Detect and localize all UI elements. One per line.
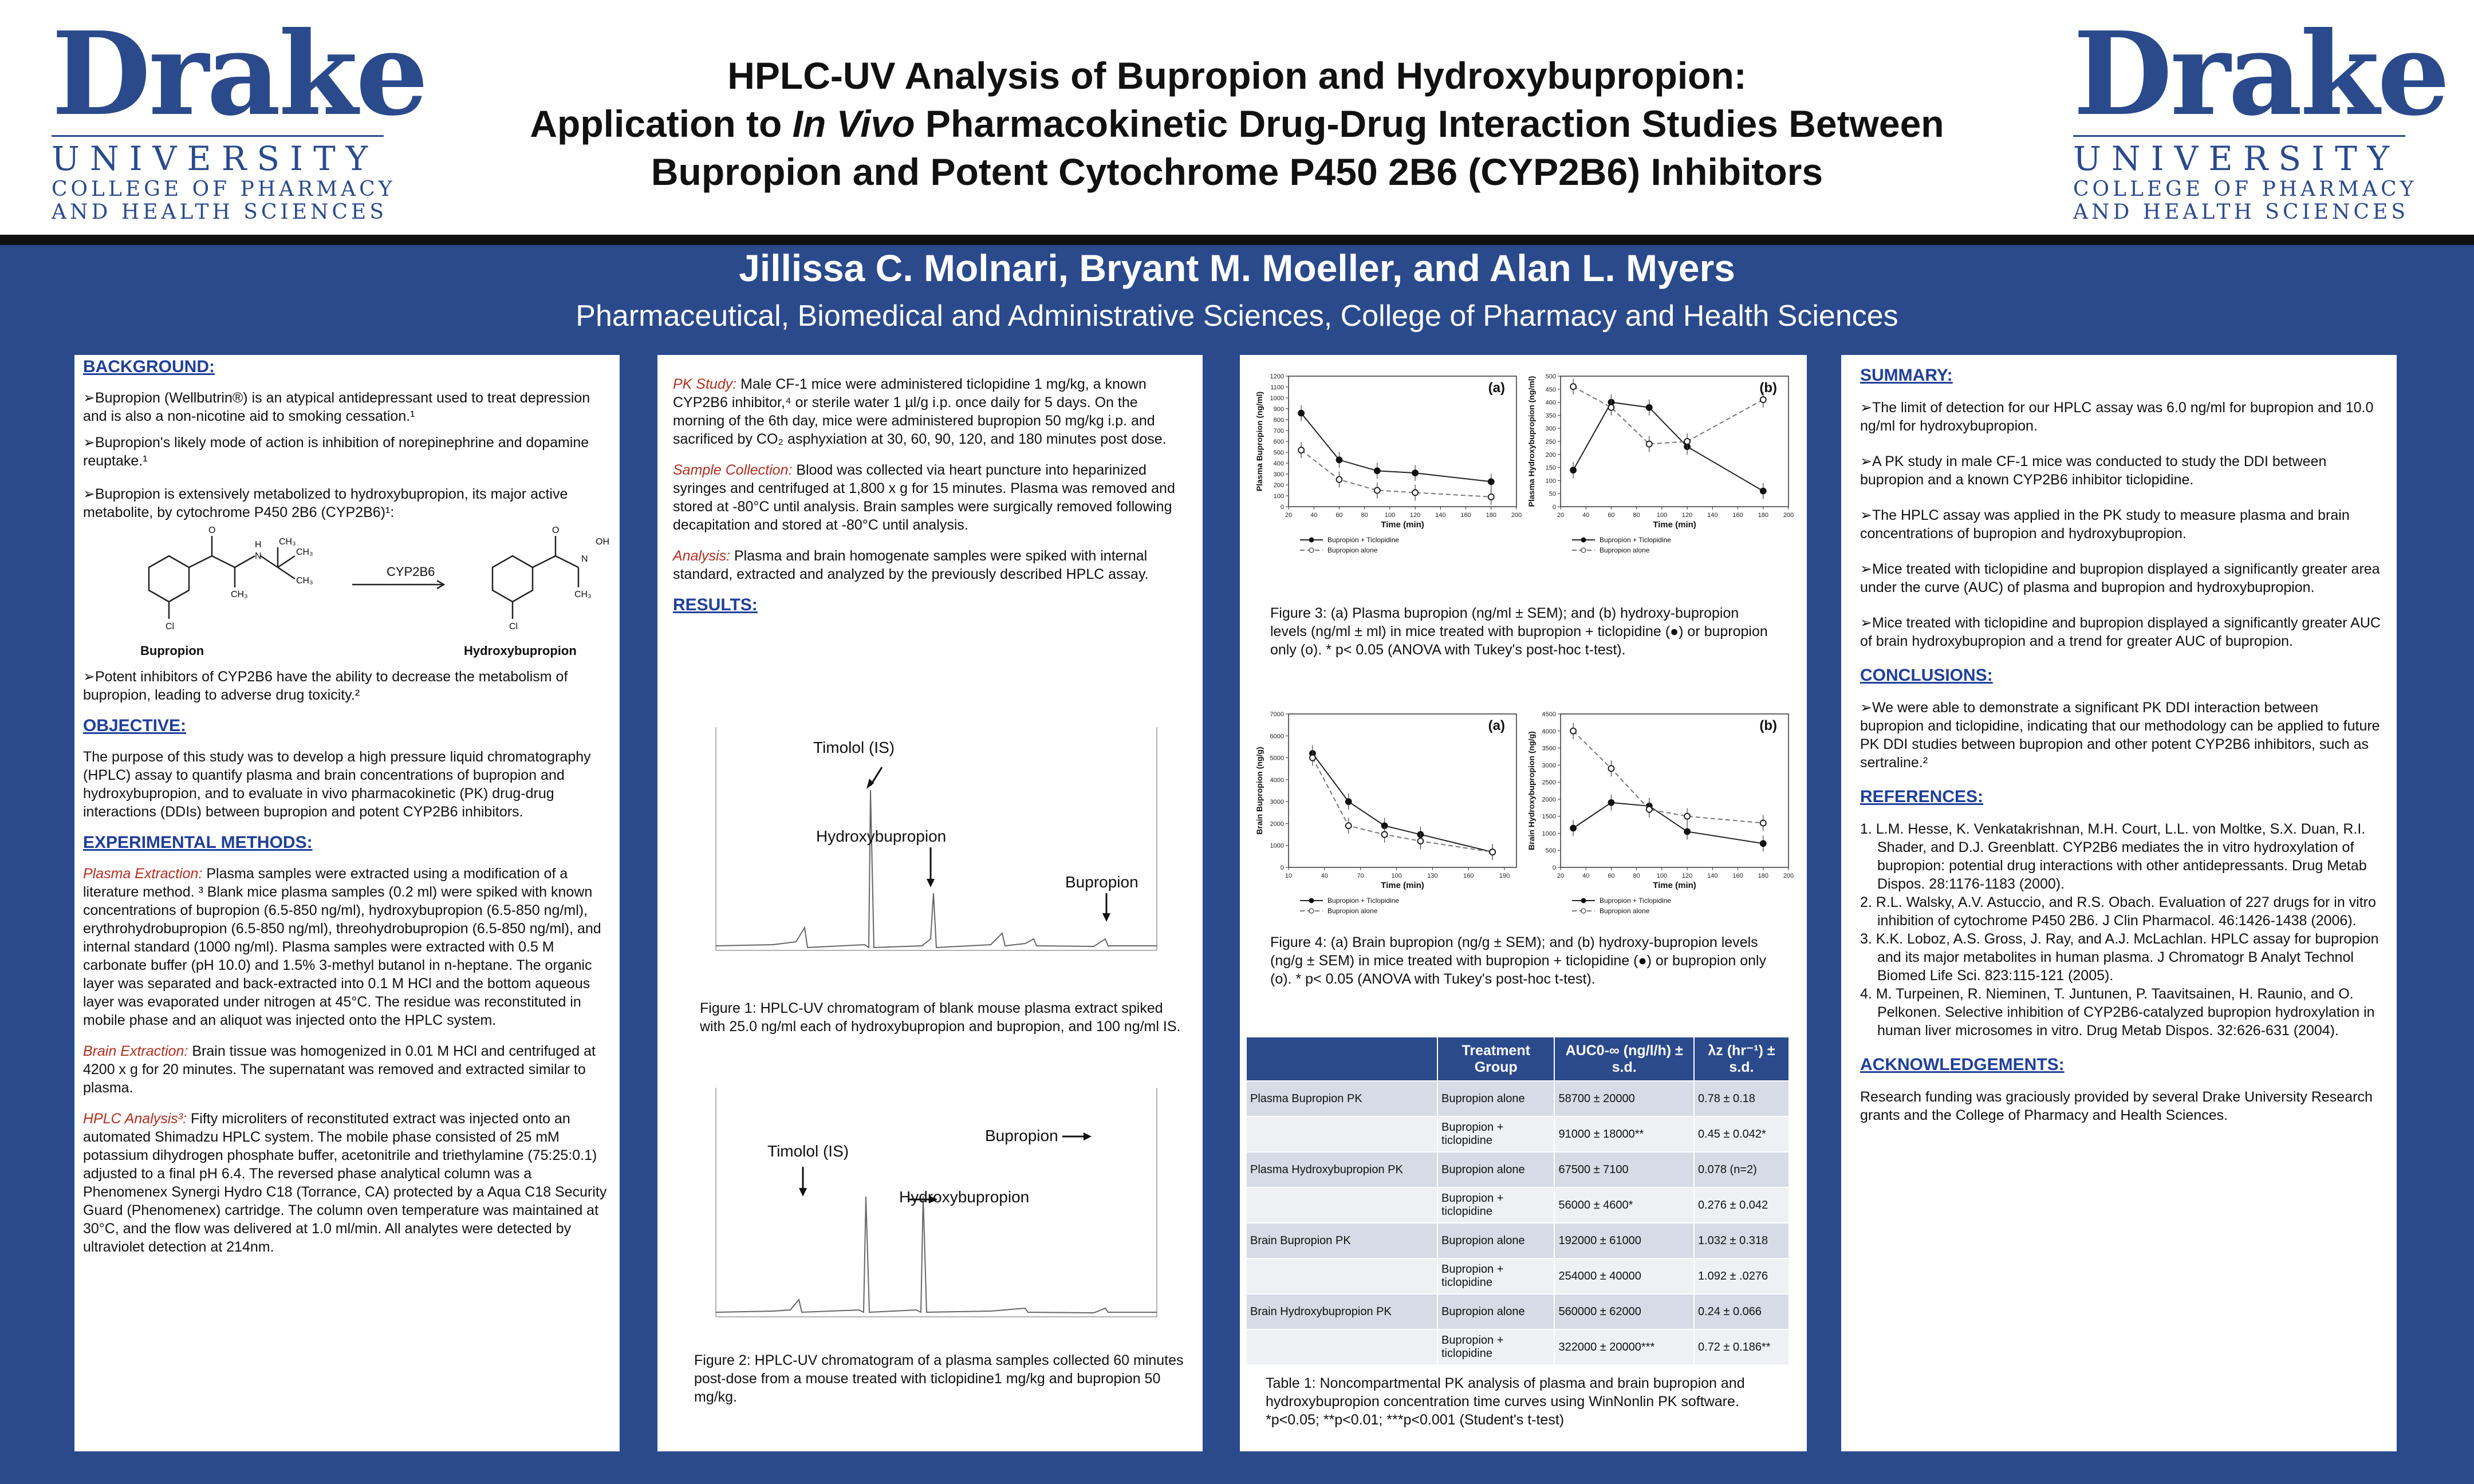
x-tick-label: 100	[1384, 512, 1396, 519]
y-tick-label: 4000	[1542, 728, 1556, 735]
x-tick-label: 120	[1409, 512, 1421, 519]
x-tick-label: 120	[1681, 512, 1693, 519]
x-tick-label: 180	[1758, 873, 1768, 879]
x-tick-label: 60	[1608, 512, 1615, 519]
reference-2: 2. R.L. Walsky, A.V. Astuccio, and R.S. Obach. Evaluation of 227 drugs for in vitro inhibition of cytochrome P450 2B6. J Clin Pharmacol. 46:1426-1438 (2006).	[1860, 894, 2376, 929]
fig1-timolol-label: Timolol (IS)	[813, 739, 895, 756]
results-heading: RESULTS:	[673, 595, 758, 614]
table-cell-treatment: Bupropion alone	[1437, 1294, 1554, 1329]
svg-text:CH₃: CH₃	[231, 590, 248, 599]
data-point	[1346, 823, 1352, 828]
y-tick-label: 300	[1545, 425, 1556, 433]
background-point-4: ➢Potent inhibitors of CYP2B6 have the ability to decrease the metabolism of bupropion, leading to adverse drug toxicity.²	[83, 669, 568, 703]
series-line	[1313, 758, 1492, 852]
figure-4b-chart	[1526, 707, 1795, 925]
legend-marker	[1309, 548, 1314, 552]
x-tick-label: 40	[1321, 873, 1328, 879]
table-cell-lambda: 0.78 ± 0.18	[1694, 1081, 1789, 1116]
data-point	[1382, 832, 1388, 838]
legend-label: Bupropion + Ticlopidine	[1600, 536, 1672, 544]
background-point-1: ➢Bupropion (Wellbutrin®) is an atypical antidepressant used to treat depression and is also a non-nicotine aid to smoking cessation.¹	[83, 390, 590, 424]
x-tick-label: 10	[1285, 873, 1293, 879]
data-point	[1488, 494, 1494, 500]
logo-college-2: AND HEALTH SCIENCES	[2073, 200, 2409, 224]
figure-3b-chart	[1526, 369, 1795, 564]
legend-label: Bupropion + Ticlopidine	[1327, 536, 1400, 544]
table-header-lambda: λz (hr⁻¹) ± s.d.	[1694, 1037, 1789, 1081]
table-row	[1246, 1116, 1789, 1152]
y-tick-label: 4000	[1270, 776, 1284, 784]
header	[0, 0, 2474, 235]
y-tick-label: 2000	[1542, 796, 1556, 803]
panel-label: (a)	[1488, 718, 1505, 733]
table-cell-treatment: Bupropion + ticlopidine	[1437, 1116, 1554, 1152]
metabolism-scheme	[83, 522, 610, 668]
x-tick-label: 100	[1656, 873, 1668, 879]
table-cell-treatment: Bupropion + ticlopidine	[1437, 1329, 1554, 1365]
y-tick-label: 450	[1545, 386, 1556, 393]
figure-1-caption: Figure 1: HPLC-UV chromatogram of blank mouse plasma extract spiked with 25.0 ng/ml each of hydroxybupropion and bupropion, and 100 ng/ml IS.	[700, 1000, 1181, 1035]
table-cell-lambda: 0.45 ± 0.042*	[1694, 1116, 1789, 1152]
table-cell-treatment: Bupropion + ticlopidine	[1437, 1258, 1554, 1294]
table-cell-auc: 91000 ± 18000**	[1554, 1116, 1693, 1152]
y-axis-label: Plasma Bupropion (ng/ml)	[1255, 391, 1264, 492]
background-point-2: ➢Bupropion's likely mode of action is inhibition of norepinephrine and dopamine reuptake.¹	[83, 435, 589, 469]
data-point	[1570, 826, 1576, 831]
table-cell-lambda: 1.032 ± 0.318	[1694, 1223, 1789, 1258]
y-tick-label: 100	[1273, 493, 1284, 500]
table-row	[1246, 1081, 1789, 1116]
y-tick-label: 5000	[1270, 755, 1284, 762]
summary-point-1: ➢The limit of detection for our HPLC assay was 6.0 ng/ml for bupropion and 10.0 ng/ml for hydroxybupropion.	[1860, 400, 2374, 434]
table-cell-auc: 67500 ± 7100	[1554, 1152, 1693, 1187]
y-tick-label: 200	[1273, 482, 1284, 489]
svg-text:H: H	[255, 540, 262, 550]
references-heading: REFERENCES:	[1860, 787, 1984, 806]
y-tick-label: 800	[1273, 417, 1284, 424]
y-tick-label: 4500	[1542, 711, 1556, 718]
x-tick-label: 60	[1608, 873, 1615, 879]
bupropion-label: Bupropion	[140, 644, 204, 658]
table-cell-lambda: 0.078 (n=2)	[1694, 1152, 1789, 1187]
fig2-timolol-label: Timolol (IS)	[767, 1142, 849, 1160]
acknowledgements-text: Research funding was graciously provided by several Drake University Research grants and the College of Pharmacy and Health Sciences.	[1860, 1089, 2373, 1123]
conclusion-point-1: ➢We were able to demonstrate a significant PK DDI interaction between bupropion and ticlopidine, indicating that our methodology can be applied to future PK DDI studies between bupropion and other potent CYP2B6 inhibitors, such as sertraline.²	[1860, 700, 2380, 771]
data-point	[1760, 397, 1766, 402]
figure-3a-chart	[1254, 369, 1523, 564]
table-cell-treatment: Bupropion alone	[1437, 1152, 1554, 1187]
figure-4a-chart	[1254, 707, 1523, 925]
background-point-3: ➢Bupropion is extensively metabolized to hydroxybupropion, its major active metabolite, by cytochrome P450 2B6 (CYP2B6)¹:	[83, 486, 568, 520]
y-tick-label: 700	[1273, 428, 1284, 435]
data-point	[1336, 457, 1342, 463]
legend-label: Bupropion alone	[1327, 907, 1378, 915]
header-divider	[0, 235, 2474, 245]
data-point	[1417, 838, 1423, 844]
svg-text:N: N	[255, 551, 262, 561]
y-tick-label: 250	[1545, 439, 1556, 445]
legend-marker	[1581, 538, 1586, 542]
y-tick-label: 1000	[1270, 395, 1284, 402]
svg-text:OH: OH	[596, 537, 609, 547]
table-cell-auc: 322000 ± 20000***	[1554, 1329, 1693, 1365]
plot-frame	[1289, 376, 1516, 507]
x-tick-label: 120	[1681, 873, 1693, 879]
y-tick-label: 3000	[1270, 799, 1284, 806]
data-point	[1608, 800, 1614, 806]
y-tick-label: 400	[1545, 399, 1556, 406]
x-tick-label: 80	[1633, 873, 1640, 879]
table-row	[1246, 1152, 1789, 1187]
affiliation: Pharmaceutical, Biomedical and Administrative Sciences, College of Pharmacy and Health Sciences	[576, 299, 1898, 333]
x-tick-label: 180	[1758, 512, 1768, 519]
svg-text:CH₃: CH₃	[279, 537, 296, 547]
x-tick-label: 40	[1582, 512, 1590, 519]
x-tick-label: 190	[1499, 873, 1510, 879]
x-tick-label: 160	[1732, 873, 1743, 879]
svg-text:CH₃: CH₃	[296, 576, 313, 586]
x-tick-label: 20	[1557, 512, 1565, 519]
panel-label: (b)	[1759, 718, 1777, 733]
data-point	[1608, 405, 1614, 411]
brain-extraction: Brain Extraction: Brain tissue was homogenized in 0.01 M HCl and centrifuged at 4200 x g for 20 minutes. The supernatant was removed and extracted similar to plasma.	[83, 1043, 596, 1096]
reference-3: 3. K.K. Loboz, A.S. Gross, J. Ray, and A.J. McLachlan. HPLC assay for bupropion and its major metabolites in human plasma. J Chromatogr B Analyt Technol Biomed Life Sci. 823:115-121 (2005).	[1860, 931, 2379, 984]
x-tick-label: 60	[1336, 512, 1343, 519]
data-point	[1608, 765, 1614, 771]
x-tick-label: 40	[1310, 512, 1318, 519]
pk-study: PK Study: Male CF-1 mice were administered ticlopidine 1 mg/kg, a known CYP2B6 inhibitor,⁴ or sterile water 1 µl/g i.p. once daily for 5 days. On the morning of the 6th day, mice were administered bupropion 50 mg/kg i.p. and sacrificed by CO₂ asphyxiation at 30, 60, 90, 120, and 180 minutes post dose.	[673, 376, 1167, 447]
data-point	[1646, 441, 1652, 447]
x-tick-label: 160	[1463, 873, 1474, 879]
svg-text:O: O	[552, 526, 560, 535]
legend-label: Bupropion + Ticlopidine	[1600, 897, 1672, 905]
data-point	[1374, 468, 1380, 473]
x-tick-label: 40	[1582, 873, 1590, 879]
summary-point-3: ➢The HPLC assay was applied in the PK study to measure plasma and brain concentrations of bupropion and hydroxybupropion.	[1860, 507, 2350, 542]
y-tick-label: 1000	[1270, 842, 1284, 850]
plot-frame	[1289, 714, 1516, 867]
table-header-treatment: Treatment Group	[1437, 1037, 1554, 1081]
table-row	[1246, 1329, 1789, 1365]
authors: Jillissa C. Molnari, Bryant M. Moeller, and Alan L. Myers	[739, 247, 1735, 289]
data-point	[1336, 477, 1342, 483]
logo-university: UNIVERSITY	[2073, 135, 2405, 178]
summary-point-4: ➢Mice treated with ticlopidine and bupropion displayed a significantly greater area under the curve (AUC) of plasma and bupropion and hydroxybupropion.	[1860, 561, 2380, 595]
table-cell-lambda: 0.72 ± 0.186**	[1694, 1329, 1789, 1365]
y-tick-label: 200	[1545, 451, 1556, 459]
svg-text:N: N	[581, 554, 588, 564]
y-tick-label: 50	[1549, 491, 1556, 498]
hydroxybupropion-label: Hydroxybupropion	[464, 644, 577, 658]
figure-3-caption: Figure 3: (a) Plasma bupropion (ng/ml ± SEM); and (b) hydroxy-bupropion levels (ng/ml ± ml) in mice treated with bupropion + ticlopidine (●) or bupropion only (o). * p< 0.05 (ANOVA with Tukey's post-hoc t-test).	[1270, 605, 1768, 658]
background-heading: BACKGROUND:	[83, 357, 215, 376]
y-tick-label: 500	[1545, 373, 1556, 380]
conclusions-heading: CONCLUSIONS:	[1860, 666, 1993, 685]
series-line	[1573, 386, 1763, 444]
x-tick-label: 100	[1656, 512, 1668, 519]
logo-name: Drake	[52, 7, 427, 141]
figure-2-chromatogram	[704, 1082, 1163, 1340]
table-cell-auc: 254000 ± 40000	[1554, 1258, 1693, 1294]
column-1-content	[83, 358, 610, 1256]
legend-marker	[1309, 898, 1314, 903]
data-point	[1298, 411, 1304, 416]
y-tick-label: 1200	[1270, 373, 1284, 380]
y-axis-label: Brain Hydroxybupropion (ng/g)	[1527, 731, 1536, 850]
table-cell-auc: 58700 ± 20000	[1554, 1081, 1693, 1116]
title-line-2: Application to In Vivo Pharmacokinetic Drug-Drug Interaction Studies Between	[530, 102, 1944, 145]
x-tick-label: 200	[1783, 873, 1794, 879]
legend-marker	[1309, 538, 1314, 542]
data-point	[1760, 840, 1766, 846]
logo-college-1: COLLEGE OF PHARMACY	[52, 177, 396, 201]
data-point	[1488, 479, 1494, 484]
y-tick-label: 0	[1280, 504, 1284, 511]
data-point	[1646, 807, 1652, 812]
title-line-1: HPLC-UV Analysis of Bupropion and Hydroxybupropion:	[727, 54, 1747, 97]
x-tick-label: 70	[1357, 873, 1364, 879]
x-tick-label: 20	[1557, 873, 1565, 879]
table-row	[1246, 1294, 1789, 1329]
x-tick-label: 140	[1435, 512, 1446, 519]
y-tick-label: 2500	[1542, 779, 1556, 787]
title-line-3: Bupropion and Potent Cytochrome P450 2B6 (CYP2B6) Inhibitors	[651, 151, 1823, 193]
pk-table	[1246, 1036, 1790, 1365]
y-tick-label: 600	[1273, 439, 1284, 445]
table-1-caption: Table 1: Noncompartmental PK analysis of plasma and brain bupropion and hydroxybupropion concentration time curves using WinNonlin PK software. *p<0.05; **p<0.01; ***p<0.001 (Student's t-test)	[1266, 1375, 1745, 1428]
logo-college-2: AND HEALTH SCIENCES	[52, 200, 387, 224]
y-tick-label: 3000	[1542, 762, 1556, 769]
series-line	[1301, 450, 1491, 497]
y-tick-label: 1500	[1542, 813, 1556, 820]
y-tick-label: 500	[1273, 449, 1284, 456]
y-axis-label: Plasma Hydroxybupropion (ng/ml)	[1527, 376, 1536, 507]
series-line	[1313, 753, 1492, 852]
column-4-content	[1860, 366, 2384, 1124]
table-header-auc: AUC0-∞ (ng/l/h) ± s.d.	[1554, 1037, 1693, 1081]
svg-text:Cl: Cl	[509, 622, 518, 632]
x-tick-label: 20	[1285, 512, 1293, 519]
data-point	[1412, 490, 1418, 495]
x-tick-label: 200	[1783, 512, 1794, 519]
logo-name: Drake	[2073, 7, 2448, 141]
x-tick-label: 80	[1633, 512, 1640, 519]
drake-logo-right	[2073, 7, 2448, 224]
table-cell-lambda: 1.092 ± .0276	[1694, 1258, 1789, 1294]
table-cell-group	[1246, 1187, 1437, 1223]
poster-title	[401, 52, 2073, 196]
acknowledgements-heading: ACKNOWLEDGEMENTS:	[1860, 1055, 2065, 1074]
y-tick-label: 6000	[1270, 733, 1284, 740]
table-cell-treatment: Bupropion alone	[1437, 1223, 1554, 1258]
table-cell-group	[1246, 1116, 1437, 1152]
table-cell-group	[1246, 1329, 1437, 1365]
legend-label: Bupropion alone	[1600, 907, 1650, 915]
x-tick-label: 140	[1707, 512, 1718, 519]
table-cell-treatment: Bupropion alone	[1437, 1081, 1554, 1116]
column-2-content	[673, 375, 1191, 614]
panel-label: (b)	[1759, 380, 1777, 396]
y-axis-label: Brain Bupropion (ng/g)	[1255, 747, 1264, 835]
legend-label: Bupropion alone	[1327, 546, 1378, 554]
legend-marker	[1581, 909, 1586, 913]
reference-1: 1. L.M. Hesse, K. Venkatakrishnan, M.H. Court, L.L. von Moltke, S.X. Duan, R.I. Shader, and D.J. Greenblatt. CYP2B6 mediates the in vitro hydroxylation of bupropion: potential drug interactions with other antidepressants. Drug Metab Dispos. 28:1176-1183 (2000).	[1860, 821, 2367, 892]
fig1-hydroxy-label: Hydroxybupropion	[816, 827, 947, 845]
analysis-text: Analysis: Plasma and brain homogenate samples were spiked with internal standard, extracted and analyzed by the previously described HPLC assay.	[673, 548, 1149, 582]
y-tick-label: 0	[1552, 865, 1556, 871]
plasma-extraction: Plasma Extraction: Plasma samples were extracted using a modification of a literature method. ³ Blank mice plasma samples (0.2 ml) were spiked with known concentrations of bupropion (6.5-850 ng/ml), hydroxybupropion (6.5-850 ng/ml), erythrohydrobupropion (6.5-850 ng/ml), threohydrobupropion (6.5-850 ng/ml), and internal standard (1000 ng/ml). Plasma samples were extracted with 0.5 M carbonate buffer (pH 10.0) and 1.5% 3-methyl butanol in n-heptane. The organic layer was separated and back-extracted into 0.1 M HCl and the bottom aqueous layer was evaporated under nitrogen at 45°C. The residue was reconstituted in mobile phase and an aliquot was injected onto the HPLC system.	[83, 866, 601, 1028]
svg-text:CH₃: CH₃	[574, 590, 592, 599]
table-row	[1246, 1223, 1789, 1258]
table-cell-group: Brain Hydroxybupropion PK	[1246, 1294, 1437, 1329]
plot-frame	[1561, 714, 1788, 867]
legend-marker	[1309, 909, 1314, 913]
fig2-hydroxy-label: Hydroxybupropion	[899, 1188, 1030, 1206]
y-tick-label: 1000	[1542, 830, 1556, 838]
data-point	[1570, 728, 1576, 734]
data-point	[1346, 799, 1352, 804]
data-point	[1684, 439, 1690, 444]
x-tick-label: 160	[1460, 512, 1471, 519]
legend-label: Bupropion alone	[1600, 546, 1650, 554]
table-row	[1246, 1187, 1789, 1223]
summary-heading: SUMMARY:	[1860, 366, 1953, 385]
objective-text: The purpose of this study was to develop a high pressure liquid chromatography (HPLC) assay to quantify plasma and brain concentrations of bupropion and hydroxybupropion, and to evaluate in vivo pharmacokinetic (PK) drug-drug interactions (DDIs) between bupropion and potent CYP2B6 inhibitors.	[83, 749, 591, 820]
data-point	[1760, 488, 1766, 494]
y-tick-label: 150	[1545, 464, 1556, 472]
y-tick-label: 350	[1545, 412, 1556, 420]
x-axis-label: Time (min)	[1653, 520, 1696, 530]
data-point	[1570, 384, 1576, 389]
fig1-bupropion-label: Bupropion	[1065, 873, 1138, 891]
y-tick-label: 500	[1545, 847, 1556, 855]
figure-4-caption: Figure 4: (a) Brain bupropion (ng/g ± SEM); and (b) hydroxy-bupropion levels (ng/g ± SEM) in mice treated with bupropion + ticlopidine (●) or bupropion only (o). * p< 0.05 (ANOVA with Tukey's post-hoc t-test).	[1270, 934, 1767, 987]
y-tick-label: 0	[1552, 504, 1556, 511]
data-point	[1684, 828, 1690, 834]
sample-collection: Sample Collection: Blood was collected via heart puncture into heparinized syringes and centrifuged at 1,800 x g for 15 minutes. Plasma was removed and stored at -80°C until analysis. Brain samples were surgically removed following decapitation and stored at -80°C until analysis.	[673, 462, 1175, 533]
y-tick-label: 2000	[1270, 820, 1284, 828]
x-axis-label: Time (min)	[1381, 520, 1424, 530]
x-tick-label: 80	[1361, 512, 1368, 519]
y-tick-label: 3500	[1542, 745, 1556, 752]
x-tick-label: 130	[1427, 873, 1438, 879]
summary-point-2: ➢A PK study in male CF-1 mice was conducted to study the DDI between bupropion and a known CYP2B6 inhibitor ticlopidine.	[1860, 453, 2327, 488]
table-cell-lambda: 0.24 ± 0.066	[1694, 1294, 1789, 1329]
data-point	[1490, 849, 1495, 855]
logo-university: UNIVERSITY	[52, 135, 384, 178]
reference-4: 4. M. Turpeinen, R. Nieminen, T. Juntunen, P. Taavitsainen, H. Raunio, and O. Pelkonen. Selective inhibition of CYP2B6-catalyzed bupropion hydroxylation in human liver microsomes in vitro. Drug Metab Dispos. 32:626-631 (2004).	[1860, 986, 2375, 1039]
y-tick-label: 100	[1545, 477, 1556, 485]
table-cell-auc: 56000 ± 4600*	[1554, 1187, 1693, 1223]
methods-heading: EXPERIMENTAL METHODS:	[83, 833, 313, 852]
data-point	[1646, 405, 1652, 411]
table-cell-group: Plasma Bupropion PK	[1246, 1081, 1437, 1116]
y-tick-label: 900	[1273, 406, 1284, 413]
figure-2-caption: Figure 2: HPLC-UV chromatogram of a plasma samples collected 60 minutes post-dose from a mouse treated with ticlopidine1 mg/kg and bupropion 50 mg/kg.	[694, 1352, 1184, 1405]
data-point	[1298, 447, 1304, 453]
hplc-analysis: HPLC Analysis³: Fifty microliters of reconstituted extract was injected onto an automated Shimadzu HPLC system. The mobile phase consisted of 25 mM potassium dihydrogen phosphate buffer, acetonitrile and triethylamine (75:25:0.1) adjusted to a final pH 6.4. The reversed phase analytical column was a Phenomenex Synergi Hydro C18 (Torrance, CA) protected by a Aqua C18 Security Guard (Phenomenex) cartridge. The column oven temperature was maintained at 30°C, and the flow was delivered at 1.0 ml/min. All analytes were detected by ultraviolet detection at 214nm.	[83, 1111, 607, 1255]
x-axis-label: Time (min)	[1653, 881, 1696, 890]
y-tick-label: 300	[1273, 471, 1284, 478]
svg-text:O: O	[208, 526, 216, 535]
series-line	[1573, 803, 1763, 843]
table-cell-auc: 560000 ± 62000	[1554, 1294, 1693, 1329]
x-tick-label: 180	[1486, 512, 1496, 519]
table-cell-group: Brain Bupropion PK	[1246, 1223, 1437, 1258]
figure-1-chromatogram	[704, 721, 1163, 973]
x-tick-label: 100	[1391, 873, 1402, 879]
table-cell-lambda: 0.276 ± 0.042	[1694, 1187, 1789, 1223]
legend-marker	[1581, 898, 1586, 903]
legend-label: Bupropion + Ticlopidine	[1327, 897, 1400, 905]
table-cell-group	[1246, 1258, 1437, 1294]
x-tick-label: 200	[1511, 512, 1522, 519]
drake-logo-left	[52, 7, 427, 224]
y-tick-label: 7000	[1270, 711, 1284, 718]
legend-marker	[1581, 548, 1586, 552]
svg-text:CH₃: CH₃	[296, 547, 313, 557]
summary-point-5: ➢Mice treated with ticlopidine and bupropion displayed a significantly greater AUC of brain hydroxybupropion and a trend for greater AUC of bupropion.	[1860, 615, 2381, 649]
series-line	[1301, 413, 1491, 482]
table-cell-treatment: Bupropion + ticlopidine	[1437, 1187, 1554, 1223]
svg-text:Cl: Cl	[166, 622, 175, 632]
y-tick-label: 400	[1273, 460, 1284, 467]
data-point	[1310, 755, 1315, 761]
objective-heading: OBJECTIVE:	[83, 716, 187, 735]
y-tick-label: 0	[1280, 865, 1284, 871]
x-tick-label: 140	[1707, 873, 1718, 879]
x-axis-label: Time (min)	[1381, 881, 1424, 890]
table-cell-auc: 192000 ± 61000	[1554, 1223, 1693, 1258]
plot-frame	[1561, 376, 1788, 507]
y-tick-label: 1100	[1270, 384, 1284, 391]
data-point	[1760, 820, 1766, 826]
x-tick-label: 160	[1732, 512, 1743, 519]
logo-college-1: COLLEGE OF PHARMACY	[2073, 177, 2417, 201]
panel-label: (a)	[1488, 380, 1505, 396]
enzyme-label: CYP2B6	[387, 565, 435, 579]
table-cell-group: Plasma Hydroxybupropion PK	[1246, 1152, 1437, 1187]
fig2-bupropion-label: Bupropion	[985, 1127, 1058, 1144]
table-row	[1246, 1258, 1789, 1294]
table-header-group	[1246, 1037, 1437, 1081]
data-point	[1412, 470, 1418, 476]
data-point	[1570, 467, 1576, 473]
data-point	[1374, 488, 1380, 494]
data-point	[1684, 814, 1690, 819]
